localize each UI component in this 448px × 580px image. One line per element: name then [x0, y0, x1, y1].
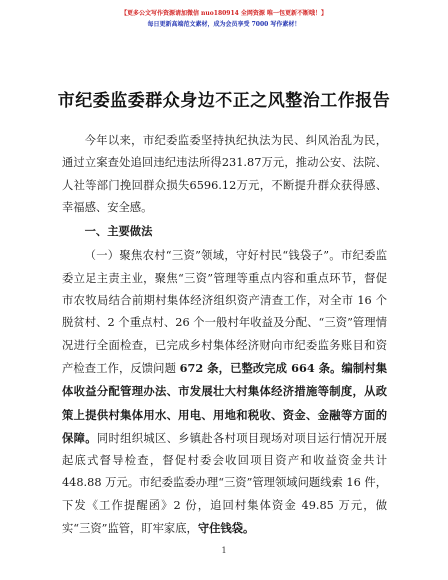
section-heading: 一、主要做法	[84, 225, 153, 239]
intro-paragraph	[62, 130, 387, 219]
practice-bold-1: 672 条，已整改完成 664 条。编制村集体收益分配管理办法、市发展壮大村集体经济措施等制度，从政策上提供村集体用水、用电、用地和税收、资金、金融等方面的保障。	[62, 360, 387, 445]
intro-text-b: 万元，推动公安、法院、人社等部门挽回群众损失	[62, 156, 387, 192]
practice-bold-2: 守住钱袋。	[197, 521, 255, 536]
recovered-amount: 231.87	[221, 156, 262, 170]
promo-line-2: 每日更新高端范文素材，成为会员享受 7000 写作素材！	[147, 21, 301, 28]
practice-text-1: （一）聚焦农村“三资”领域，守好村民“钱袋子”。市纪委监委立足主责主业，聚焦“三资”管理等重点内容和重点环节，督促市农牧局结合前期村集体经济组织资产清查工作，对全市 16 个脱贫村、2 个重点村、26 个一般村年收益及分配、“三资”管理情况进行全面检查，已完成乡村集体经济财向市纪委监务账目和资产检查工作，反馈问题	[62, 249, 387, 375]
document-title: 市纪委监委群众身边不正之风整治工作报告	[57, 91, 391, 111]
practice-paragraph	[62, 245, 387, 540]
practice-text-2: 同时组织城区、乡镇赴各村项目现场对项目运行情况开展起底式督导检查，督促村委会收回项目资产和收益资金共计 448.88 万元。市纪委监委办理“三资”管理领域问题线索 16 件，下发《工作提醒函》2 份，追回村集体资金 49.85 万元，做实“三资”监管，盯牢家底，	[62, 431, 387, 536]
loss-recovered-amount: 6596.12	[189, 178, 237, 192]
promo-banner	[102, 8, 346, 30]
intro-text-c: 万元，不断提升群众获得感、幸福感、安全感。	[62, 178, 387, 214]
promo-line-1: 【更多公文写作资源请加微信 nuo180914 全网资源 唯一包更新不断哦！】	[120, 10, 328, 17]
page-number: 1	[221, 546, 227, 555]
intro-text-a: 今年以来，市纪委监委坚持执纪执法为民、纠风治乱为民，通过立案查处追回违纪违法所得	[62, 134, 387, 170]
document-body	[62, 130, 387, 540]
